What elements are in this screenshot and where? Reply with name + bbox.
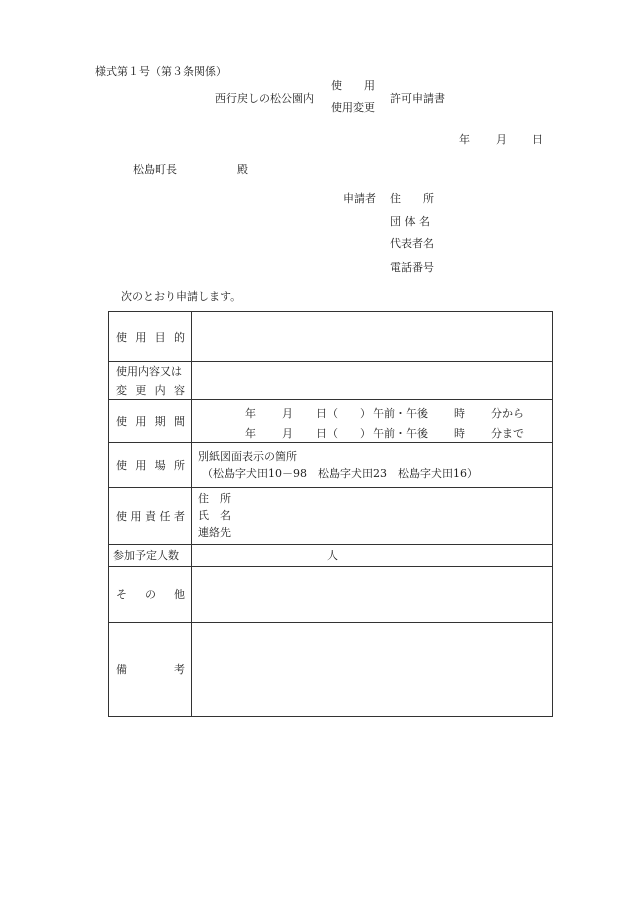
row-period	[109, 400, 553, 443]
addressee-name: 松島町長	[133, 163, 177, 176]
responsible-contact: 連絡先	[198, 526, 231, 540]
other-field[interactable]	[192, 566, 553, 622]
application-table	[108, 311, 553, 717]
responsible-field[interactable]	[192, 488, 553, 544]
date-year: 年	[459, 133, 470, 146]
title-change: 使用変更	[331, 101, 375, 114]
place-line-1: 別紙図面表示の箇所	[198, 450, 297, 464]
participants-label: 参加予定人数	[113, 549, 179, 563]
purpose-label: 使 用 目 的	[116, 330, 185, 344]
place-line-2: （松島字犬田10－98 松島字犬田23 松島字犬田16）	[202, 467, 478, 481]
title-use: 使 用	[331, 79, 375, 92]
period-label: 使 用 期 間	[116, 415, 185, 429]
row-place	[109, 443, 553, 488]
title-place: 西行戻しの松公園内	[215, 92, 314, 105]
period-to-line: 年 月 日（ ） 午前・午後 時 分まで	[245, 427, 524, 441]
place-field[interactable]	[192, 443, 553, 488]
responsible-address: 住 所	[198, 492, 231, 506]
other-label: そ の 他	[116, 588, 185, 602]
row-other	[109, 566, 553, 622]
content-label: 使用内容又は 変 更 内 容	[116, 365, 185, 398]
addressee-honorific: 殿	[237, 163, 248, 176]
date-day: 日	[532, 133, 543, 146]
period-from-line: 年 月 日（ ） 午前・午後 時 分から	[245, 407, 524, 421]
place-label: 使 用 場 所	[116, 459, 185, 473]
content-field[interactable]	[192, 362, 553, 400]
row-remarks	[109, 622, 553, 716]
responsible-label: 使 用 責 任 者	[116, 509, 185, 523]
remarks-label: 備 考	[116, 663, 185, 677]
date-month: 月	[496, 133, 507, 146]
participants-field[interactable]	[192, 544, 553, 566]
row-content	[109, 362, 553, 400]
applicant-representative: 代表者名	[390, 237, 434, 250]
period-field[interactable]	[192, 400, 553, 443]
applicant-organization: 団 体 名	[390, 215, 430, 228]
purpose-field[interactable]	[192, 312, 553, 362]
row-participants	[109, 544, 553, 566]
row-purpose	[109, 312, 553, 362]
responsible-name: 氏 名	[198, 509, 231, 523]
form-number: 様式第１号（第３条関係）	[95, 65, 227, 78]
applicant-address: 住 所	[390, 192, 434, 205]
row-responsible	[109, 488, 553, 544]
applicant-label: 申請者	[343, 192, 376, 205]
applicant-phone: 電話番号	[390, 261, 434, 274]
participants-unit: 人	[327, 549, 338, 563]
remarks-field[interactable]	[192, 622, 553, 716]
title-suffix: 許可申請書	[390, 92, 445, 105]
intro-text: 次のとおり申請します。	[121, 290, 242, 303]
